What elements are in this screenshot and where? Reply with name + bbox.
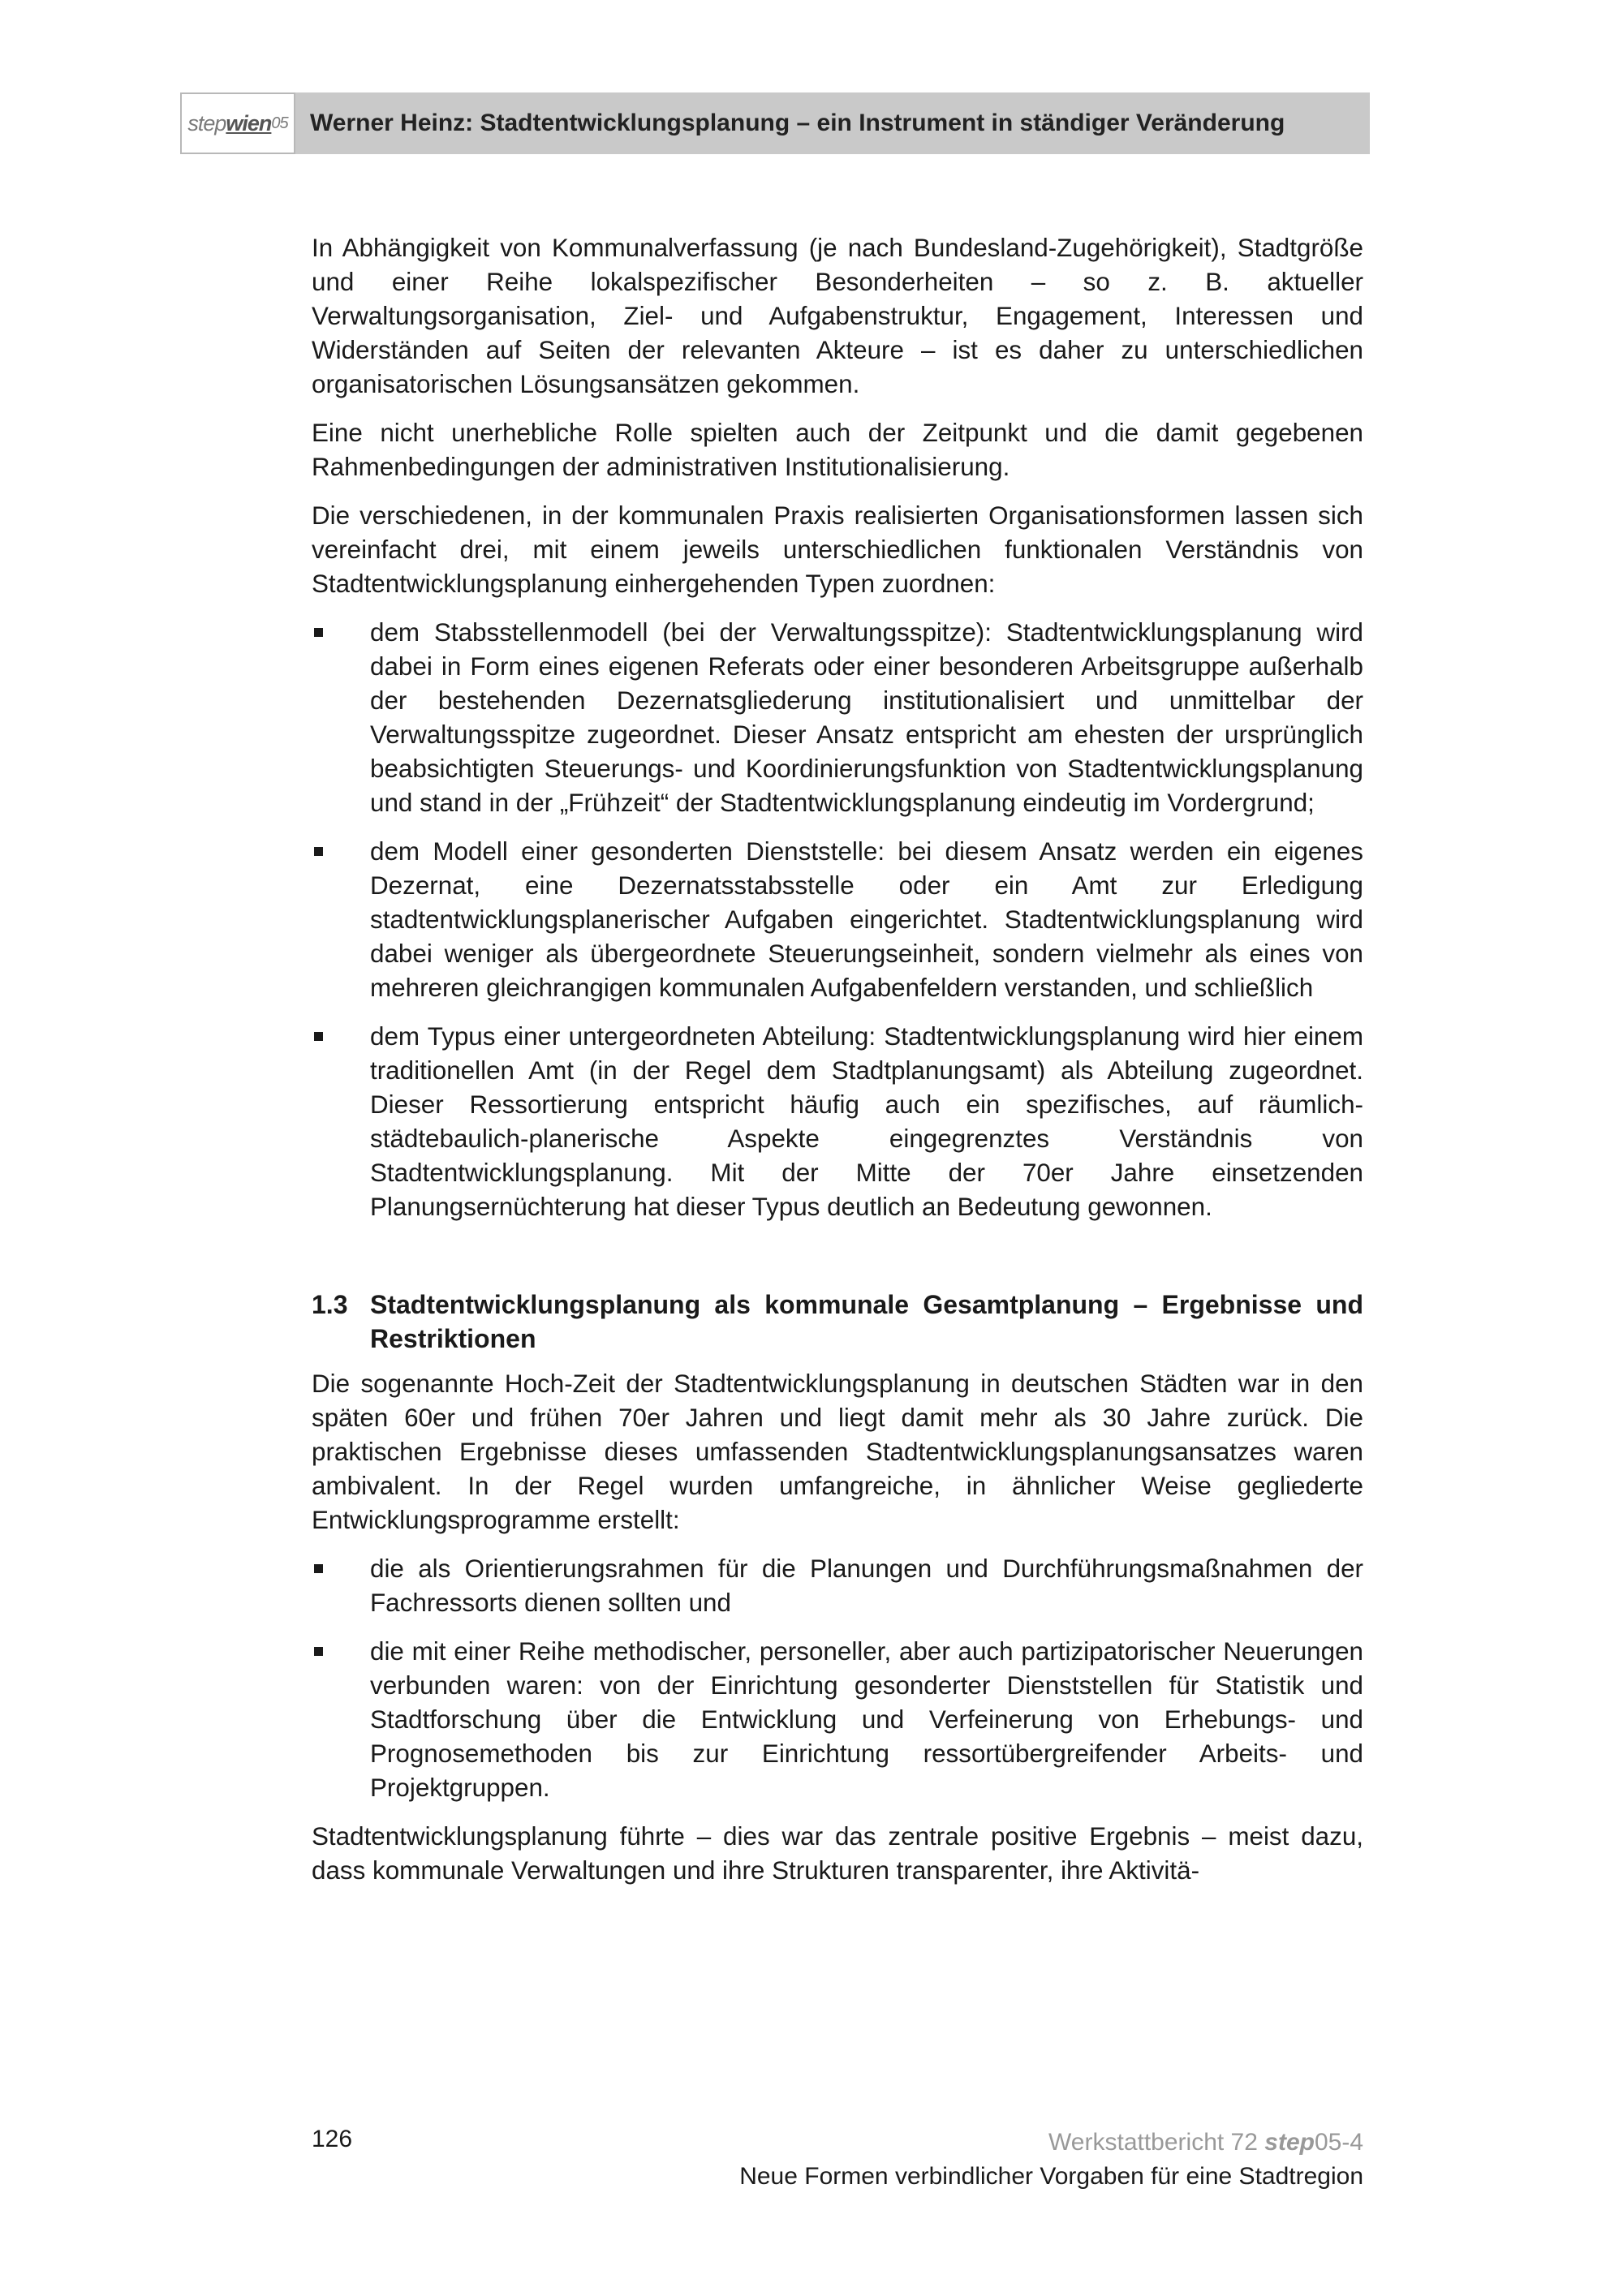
organisation-types-list	[312, 616, 1363, 1224]
running-header	[180, 92, 1370, 154]
list-item: dem Stabsstellenmodell (bei der Verwaltungsspitze): Stadtentwicklungsplanung wird dabei in Form eines eigenen Referats oder einer besonderen Arbeitsgruppe außerhalb der bestehenden Dezernatsgliederung institutionalisiert und unmittelbar der Verwaltungsspitze zugeordnet. Dieser Ansatz entspricht am ehesten der ursprünglich beabsichtigten Steuerungs- und Koordinierungsfunktion von Stadtentwicklungsplanung und stand in der „Frühzeit“ der Stadtentwicklungsplanung eindeutig im Vordergrund;	[312, 616, 1363, 820]
programme-list	[312, 1552, 1363, 1805]
section-heading	[312, 1288, 1363, 1356]
list-item: die als Orientierungsrahmen für die Planungen und Durchführungsmaßnahmen der Fachressorts dienen sollten und	[312, 1552, 1363, 1620]
series-line	[739, 2126, 1363, 2160]
list-item: dem Typus einer untergeordneten Abteilung: Stadtentwicklungsplanung wird hier einem traditionellen Amt (in der Regel dem Stadtplanungsamt) als Abteilung zugeordnet. Dieser Ressortierung entspricht häufig auch ein spezifisches, auf räumlich-städtebaulich-planerische Aspekte eingegrenztes Verständnis von Stadtentwicklungsplanung. Mit der Mitte der 70er Jahre einsetzenden Planungsernüchterung hat dieser Typus deutlich an Bedeutung gewonnen.	[312, 1020, 1363, 1224]
step-wien-logo	[180, 92, 295, 154]
paragraph-1: In Abhängigkeit von Kommunalverfassung (je nach Bundesland-Zugehörigkeit), Stadtgröße und einer Reihe lokalspezifischer Besonderheiten – so z. B. aktueller Verwaltungsorganisation, Ziel- und Aufgabenstruktur, Engagement, Interessen und Widerständen auf Seiten der relevanten Akteure – ist es daher zu unterschiedlichen organisatorischen Lösungsansätzen gekommen.	[312, 234, 1363, 398]
series-suffix: 05-4	[1314, 2129, 1363, 2156]
list-item: dem Modell einer gesonderten Dienststelle: bei diesem Ansatz werden ein eigenes Dezernat, eine Dezernatsstabsstelle oder ein Amt zur Erledigung stadtentwicklungsplanerischer Aufgaben eingerichtet. Stadtentwicklungsplanung wird dabei weniger als übergeordnete Steuerungseinheit, sondern vielmehr als eines von mehreren gleichrangigen kommunalen Aufgabenfeldern verstanden, und schließlich	[312, 835, 1363, 1005]
footer-series	[739, 2126, 1363, 2194]
list-item: die mit einer Reihe methodischer, personeller, aber auch partizipatorischer Neuerungen verbunden waren: von der Einrichtung gesonderter Dienststellen für Statistik und Stadtforschung über die Entwicklung und Verfeinerung von Erhebungs- und Prognosemethoden bis zur Einrichtung ressortübergreifender Arbeits- und Projektgruppen.	[312, 1635, 1363, 1805]
header-title: Werner Heinz: Stadtentwicklungsplanung – ein Instrument in ständiger Veränderung	[310, 110, 1285, 136]
paragraph-4: Die sogenannte Hoch-Zeit der Stadtentwicklungsplanung in deutschen Städten war in den späten 60er und frühen 70er Jahren und liegt damit mehr als 30 Jahre zurück. Die praktischen Ergebnisse dieses umfassenden Stadtentwicklungsplanungsansatzes waren ambivalent. In der Regel wurden umfangreiche, in ähnlicher Weise gegliederte Entwicklungsprogramme erstellt:	[312, 1369, 1363, 1534]
paragraph-5: Stadtentwicklungsplanung führte – dies war das zentrale positive Ergebnis – meist dazu, dass kommunale Verwaltungen und ihre Strukturen transparenter, ihre Aktivitä-	[312, 1822, 1363, 1885]
paragraph-3: Die verschiedenen, in der kommunalen Praxis realisierten Organisationsformen lassen sich vereinfacht drei, mit einem jeweils unterschiedlichen funktionalen Verständnis von Stadtentwicklungsplanung einhergehenden Typen zuordnen:	[312, 501, 1363, 598]
series-step: step	[1264, 2129, 1315, 2156]
paragraph-2: Eine nicht unerhebliche Rolle spielten auch der Zeitpunkt und die damit gegebenen Rahmenbedingungen der administrativen Institutionalisierung.	[312, 419, 1363, 481]
logo-year-text: 05	[271, 114, 288, 132]
series-prefix: Werkstattbericht 72	[1048, 2129, 1265, 2156]
page-number: 126	[312, 2126, 353, 2152]
logo-step-text: step	[187, 110, 226, 135]
logo-wien-text: wien	[226, 110, 272, 135]
series-subtitle: Neue Formen verbindlicher Vorgaben für eine Stadtregion	[739, 2163, 1363, 2190]
section-number: 1.3	[312, 1290, 348, 1319]
page-body	[312, 231, 1363, 1903]
section-title: Stadtentwicklungsplanung als kommunale Gesamtplanung – Ergebnisse und Restriktionen	[370, 1290, 1363, 1353]
